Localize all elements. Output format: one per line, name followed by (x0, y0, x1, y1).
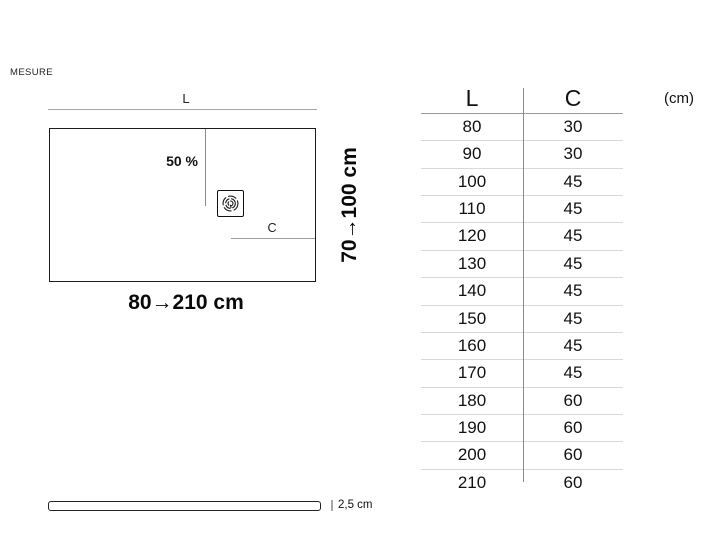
length-range-label: 80→210 cm (128, 291, 244, 314)
table-row (421, 196, 623, 223)
table-unit-label: (cm) (664, 90, 694, 107)
cell-length: 150 (457, 308, 487, 328)
cell-channel: 45 (563, 253, 583, 273)
table-row (421, 442, 623, 469)
table-row (421, 141, 623, 168)
size-table-rows (421, 114, 623, 496)
size-table (421, 86, 623, 496)
cell-channel: 45 (563, 363, 583, 383)
table-row (421, 360, 623, 387)
cell-length: 140 (457, 281, 487, 301)
cell-length: 90 (462, 144, 482, 164)
cell-length: 210 (457, 472, 487, 492)
column-header-length: L (465, 85, 479, 111)
channel-dimension-label: C (267, 221, 277, 235)
length-dimension-line (48, 109, 317, 110)
cell-channel: 45 (563, 281, 583, 301)
column-header-channel: C (564, 85, 582, 111)
thickness-label: 2,5 cm (338, 499, 373, 511)
cell-length: 190 (457, 417, 487, 437)
cell-length: 120 (457, 226, 487, 246)
cell-channel: 45 (563, 199, 583, 219)
cell-channel: 45 (563, 171, 583, 191)
table-row (421, 470, 623, 496)
sheet-title: MESURE (10, 67, 54, 78)
cell-channel: 30 (563, 144, 583, 164)
table-row (421, 223, 623, 250)
slope-divider-line (205, 129, 206, 206)
cell-length: 200 (457, 445, 487, 465)
table-row (421, 114, 623, 141)
cell-channel: 45 (563, 335, 583, 355)
cell-length: 180 (457, 390, 487, 410)
drain-icon (217, 190, 244, 217)
length-dimension-label: L (182, 91, 190, 106)
drain-spiral-icon (220, 193, 241, 214)
table-row (421, 278, 623, 305)
cell-length: 80 (462, 117, 482, 136)
shower-tray-outline (49, 128, 316, 282)
cell-channel: 30 (563, 117, 583, 136)
slope-percent-label: 50 % (166, 153, 198, 169)
table-row (421, 333, 623, 360)
table-row (421, 306, 623, 333)
cell-length: 110 (458, 199, 486, 219)
cell-channel: 60 (563, 417, 583, 437)
channel-dimension-line (231, 238, 315, 239)
cell-channel: 60 (563, 472, 583, 492)
tray-side-profile (48, 501, 321, 511)
width-range-label: 70→100 cm (338, 147, 361, 263)
table-row (421, 388, 623, 415)
cell-length: 100 (457, 171, 487, 191)
cell-length: 160 (457, 335, 487, 355)
cell-channel: 60 (563, 390, 583, 410)
cell-length: 130 (457, 253, 487, 273)
table-column-divider (523, 88, 524, 482)
cell-channel: 60 (563, 445, 583, 465)
cell-length: 170 (457, 363, 487, 383)
cell-channel: 45 (563, 308, 583, 328)
cell-channel: 45 (563, 226, 583, 246)
thickness-tick-mark (331, 500, 333, 511)
size-table-header (421, 86, 623, 114)
table-row (421, 169, 623, 196)
table-row (421, 251, 623, 278)
table-row (421, 415, 623, 442)
